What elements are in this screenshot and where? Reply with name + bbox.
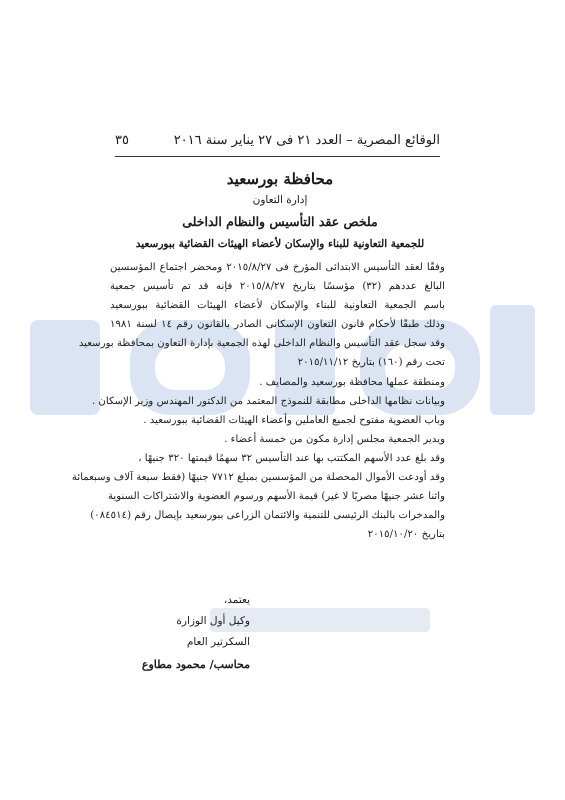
body-line: ويدير الجمعية مجلس إدارة مكون من خمسة أعضاء . (224, 433, 445, 445)
governorate-heading: محافظة بورسعيد (226, 170, 334, 188)
signature-approve: يعتمد، (223, 594, 250, 606)
body-line: وفقًا لعقد التأسيس الابتدائى المؤرخ فى ٢٠١٥/٨/٢٧ ومحضر اجتماع المؤسسين (110, 262, 445, 273)
department-heading: إدارة التعاون (252, 194, 308, 206)
body-line: واثنا عشر جنيهًا مصريًا لا غير) قيمة الأسهم ورسوم العضوية والاشتراكات السنوية (107, 491, 445, 503)
body-line: وقد أودعت الأموال المحصلة من المؤسسين بمبلغ ٧٧١٢ جنيهًا (فقط سبعة آلاف وسبعمائة (71, 472, 445, 484)
document-body (71, 258, 445, 544)
body-line: باسم الجمعية التعاونية للبناء والإسكان لأعضاء الهيئات القضائية ببورسعيد (110, 300, 445, 312)
body-line: والمدخرات بالبنك الرئيسى للتنمية والائتمان الزراعى ببورسعيد بإيصال رقم (٠٨٤٥١٤) (90, 510, 445, 522)
header-title: الوقائع المصرية – العدد ٢١ فى ٢٧ يناير سنة ٢٠١٦ (173, 133, 440, 148)
body-line: البالغ عددهم (٣٢) مؤسسًا بتاريخ ٢٠١٥/٨/٢٧ فإنه قد تم تأسيس جمعية (110, 281, 445, 293)
page-header (115, 133, 440, 151)
body-line: تحت رقم (١٦٠) بتاريخ ٢٠١٥/١١/١٢ (297, 357, 445, 369)
signature-deputy: وكيل أول الوزارة (176, 615, 250, 627)
body-line: وباب العضوية مفتوح لجميع العاملين وأعضاء الهيئات القضائية ببورسعيد . (143, 414, 445, 426)
body-line: وذلك طبقًا لأحكام قانون التعاون الإسكانى الصادر بالقانون رقم ١٤ لسنة ١٩٨١ (110, 319, 445, 331)
body-line: وبيانات نظامها الداخلى مطابقة للنموذج المعتمد من الدكتور المهندس وزير الإسكان . (91, 395, 445, 407)
body-line: ومنطقة عملها محافظة بورسعيد والمصايف . (259, 376, 445, 388)
body-line: وقد سجل عقد التأسيس والنظام الداخلى لهذه الجمعية بإدارة التعاون بمحافظة بورسعيد (78, 338, 445, 350)
body-line: بتاريخ ٢٠١٥/١٠/٢٠ (367, 529, 445, 541)
signature-secretary: السكرتير العام (186, 636, 250, 648)
header-rule (115, 156, 440, 157)
signature-name: محاسب/ محمود مطاوع (141, 658, 250, 671)
body-line: وقد بلغ عدد الأسهم المكتتب بها عند التأسيس ٣٢ سهمًا قيمتها ٣٢٠ جنيهًا ، (138, 452, 445, 464)
association-name: للجمعية التعاونية للبناء والإسكان لأعضاء الهيئات القضائية ببورسعيد (135, 238, 425, 250)
page-number: ٣٥ (115, 133, 129, 148)
summary-title: ملخص عقد التأسيس والنظام الداخلى (182, 214, 378, 229)
